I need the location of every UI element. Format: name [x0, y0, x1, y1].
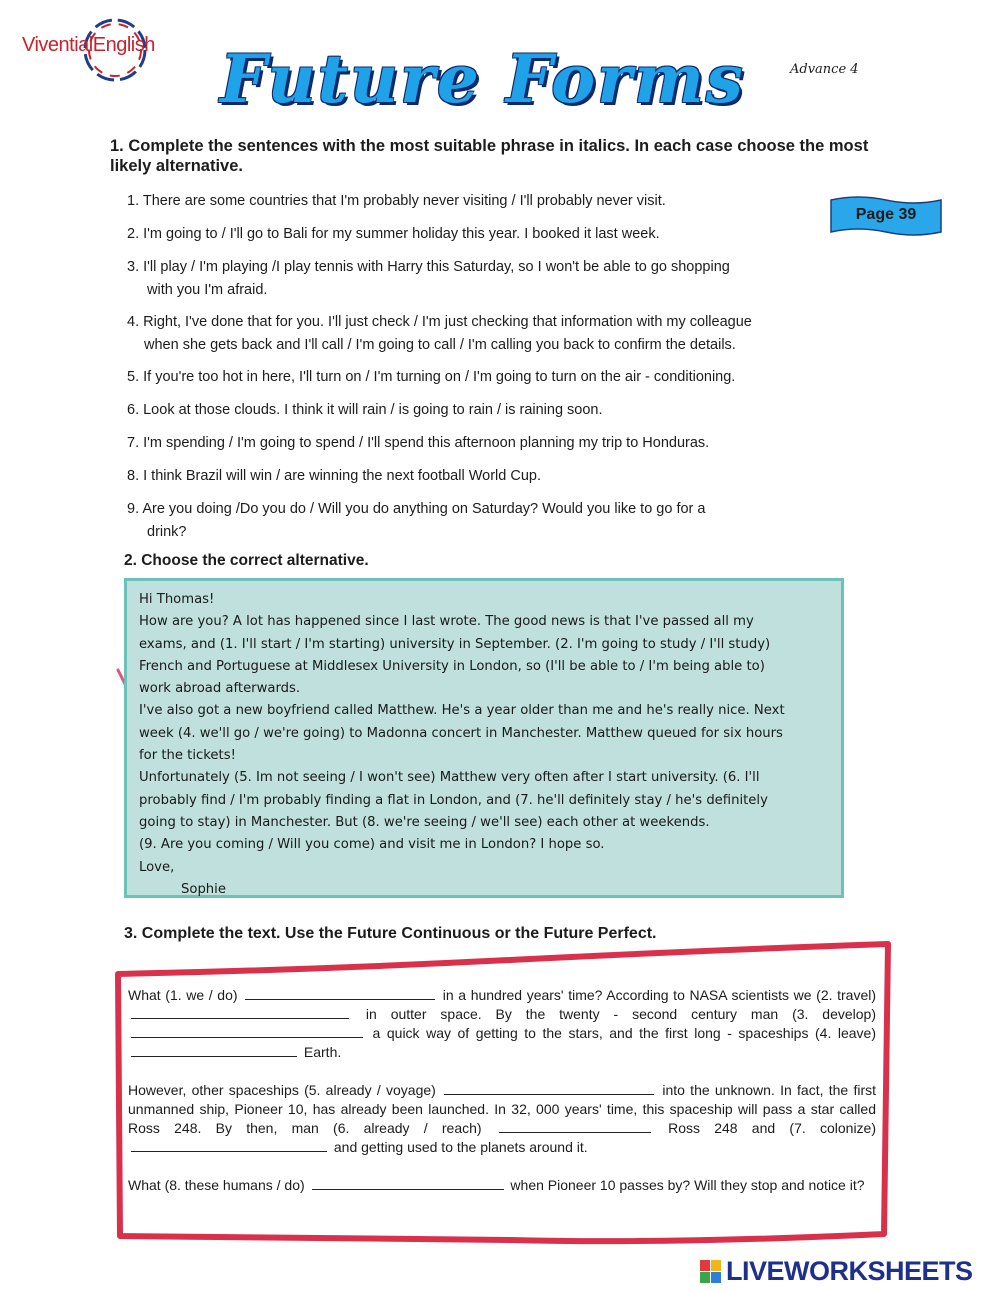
- list-item: 2. I'm going to / I'll go to Bali for my summer holiday this year. I booked it last week.: [127, 226, 660, 242]
- level-label: Advance 4: [790, 62, 859, 77]
- answer-blank-8[interactable]: [312, 1177, 504, 1190]
- paragraph: What (8. these humans / do) when Pioneer 10 passes by? Will they stop and notice it?: [128, 1177, 865, 1193]
- answer-blank-6[interactable]: [499, 1120, 651, 1133]
- section1-heading: 1. Complete the sentences with the most suitable phrase in italics. In each case choose the most likely alternative.: [110, 137, 869, 175]
- letter-line: probably find / I'm probably finding a flat in London, and (7. he'll definitely stay / he's definitely: [139, 792, 768, 808]
- letter-line: Unfortunately (5. Im not seeing / I won't see) Matthew very often after I start university. (6. I'll: [139, 770, 760, 786]
- liveworksheets-logo-icon: [700, 1260, 722, 1284]
- letter-line: Hi Thomas!: [139, 592, 215, 607]
- section3-text: [128, 986, 876, 1214]
- letter-line: for the tickets!: [139, 748, 236, 764]
- letter-line: French and Portuguese at Middlesex University in London, so (I'll be able to / I'm being able to): [139, 658, 765, 674]
- answer-blank-4[interactable]: [131, 1044, 297, 1057]
- letter-signature: Sophie: [181, 881, 226, 897]
- list-item: 4. Right, I've done that for you. I'll just check / I'm just checking that information with my colleague when she gets back and I'll call / I'm going to call / I'm calling you back to confirm the details.: [127, 314, 752, 353]
- page-flag-label: Page 39: [855, 206, 917, 223]
- list-item: 7. I'm spending / I'm going to spend / I'll spend this afternoon planning my trip to Honduras.: [127, 435, 710, 451]
- section1-list: [127, 190, 867, 554]
- paragraph: However, other spaceships (5. already / voyage) into the unknown. In fact, the first unmanned ship, Pioneer 10, has already been launched. In 32, 000 years' time, this spaceship will pass a star called Ross 248. By then, man (6. already / reach) Ross 248 and (7. colonize) and getting used to the planets around it.: [128, 1082, 877, 1155]
- letter-box: [124, 578, 844, 898]
- letter-line: Love,: [139, 859, 175, 875]
- answer-blank-5[interactable]: [444, 1082, 654, 1095]
- list-item: 8. I think Brazil will win / are winning the next football World Cup.: [127, 468, 541, 484]
- letter-line: exams, and (1. I'll start / I'm starting) university in September. (2. I'm going to study / I'll study): [139, 636, 771, 652]
- paragraph: What (1. we / do) in a hundred years' time? According to NASA scientists we (2. travel) in outter space. By the twenty - second century man (3. develop) a quick way of getting to the stars, and the first long - spaceships (4. leave) Earth.: [128, 987, 877, 1060]
- list-item: 6. Look at those clouds. I think it will rain / is going to rain / is raining soon.: [127, 402, 603, 418]
- list-item: 5. If you're too hot in here, I'll turn on / I'm turning on / I'm going to turn on the air - conditioning.: [127, 369, 736, 385]
- list-item: 9. Are you doing /Do you do / Will you do anything on Saturday? Would you like to go for a drink?: [127, 501, 706, 540]
- section2-heading: 2. Choose the correct alternative.: [124, 552, 369, 569]
- answer-blank-2[interactable]: [131, 1006, 349, 1019]
- letter-line: going to stay) in Manchester. But (8. we're seeing / we'll see) each other at weekends.: [139, 814, 710, 830]
- letter-line: How are you? A lot has happened since I last wrote. The good news is that I've passed all my: [139, 614, 754, 630]
- logo-text: ViventialEnglish: [22, 34, 155, 56]
- letter-line: I've also got a new boyfriend called Matthew. He's a year older than me and he's really nice. Next: [139, 703, 785, 719]
- list-item: 3. I'll play / I'm playing /I play tennis with Harry this Saturday, so I won't be able to go shopping with you I'm afraid.: [127, 259, 730, 298]
- liveworksheets-brand: LIVEWORKSHEETS: [726, 1256, 973, 1286]
- answer-blank-1[interactable]: [245, 987, 435, 1000]
- answer-blank-3[interactable]: [131, 1025, 363, 1038]
- letter-line: (9. Are you coming / Will you come) and visit me in London? I hope so.: [139, 837, 605, 853]
- page-title: Future Forms: [220, 40, 745, 118]
- list-item: 1. There are some countries that I'm probably never visiting / I'll probably never visit.: [127, 193, 666, 209]
- section3-heading: 3. Complete the text. Use the Future Continuous or the Future Perfect.: [124, 925, 657, 942]
- letter-line: week (4. we'll go / we're going) to Madonna concert in Manchester. Matthew queued for six hours: [139, 725, 783, 741]
- letter-line: work abroad afterwards.: [139, 681, 301, 697]
- answer-blank-7[interactable]: [131, 1139, 327, 1152]
